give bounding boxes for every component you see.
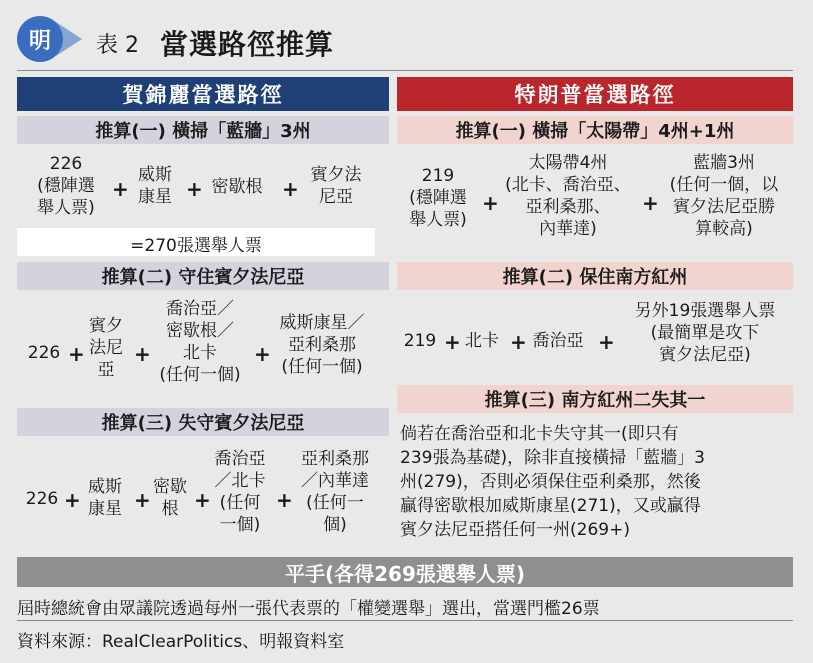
text-line: 賓夕法尼亞) bbox=[659, 345, 751, 365]
header-divider bbox=[17, 70, 793, 71]
text-line: 賓夕法尼亞搭任何一州(269+) bbox=[400, 520, 630, 540]
harris-s3-option-c bbox=[206, 448, 274, 536]
plus-icon: + bbox=[444, 330, 461, 354]
logo-arrow-icon bbox=[56, 22, 82, 56]
text-line: (最簡單是攻下 bbox=[650, 323, 760, 343]
text-line: (穩陣選 bbox=[409, 188, 467, 208]
table-number: 表 2 bbox=[96, 33, 139, 58]
text-line: 亞 bbox=[97, 360, 115, 380]
trump-s2-base: 219 bbox=[403, 331, 437, 351]
text-line: ／內華達 bbox=[301, 471, 369, 491]
text-line: 舉人票) bbox=[37, 198, 95, 218]
text-line: 州(279)，否則必須保住亞利桑那，然後 bbox=[400, 472, 701, 492]
tie-note: 屆時總統會由眾議院透過每州一張代表票的「權變選舉」選出，當選門檻26票 bbox=[17, 599, 600, 619]
plus-icon: + bbox=[64, 488, 81, 512]
text-line: 威斯 bbox=[138, 165, 172, 185]
text-line: 北卡 bbox=[183, 343, 217, 363]
plus-icon: + bbox=[112, 177, 129, 201]
plus-icon: + bbox=[186, 177, 203, 201]
harris-s1-wisconsin bbox=[130, 164, 180, 208]
trump-s1-bluewall bbox=[656, 152, 792, 240]
text-line: 威斯 bbox=[88, 477, 122, 497]
text-line: 239張為基礎)，除非直接橫掃「藍牆」3 bbox=[400, 448, 705, 468]
text-line: 倘若在喬治亞和北卡失守其一(即只有 bbox=[400, 424, 679, 444]
text-line: 法尼 bbox=[89, 338, 123, 358]
harris-s3-michigan bbox=[148, 476, 192, 520]
plus-icon: + bbox=[134, 488, 151, 512]
text-line: 密歇 bbox=[153, 477, 187, 497]
trump-s2-north-carolina: 北卡 bbox=[465, 331, 499, 351]
plus-icon: + bbox=[276, 488, 293, 512]
harris-s2-base: 226 bbox=[27, 343, 61, 363]
footer-divider bbox=[17, 620, 793, 621]
harris-s1-michigan: 密歇根 bbox=[211, 177, 263, 197]
harris-s3-option-d bbox=[290, 448, 380, 536]
harris-s3-wisconsin bbox=[80, 476, 130, 520]
text-line: 康星 bbox=[88, 499, 122, 519]
text-line: 喬治亞／ bbox=[166, 299, 234, 319]
text-line: 賓夕法 bbox=[310, 165, 362, 185]
text-line: 226 bbox=[49, 154, 83, 174]
plus-icon: + bbox=[598, 330, 615, 354]
trump-s2-extra bbox=[620, 300, 790, 366]
text-line: 賓夕 bbox=[89, 316, 123, 336]
text-line: 太陽帶4州 bbox=[528, 153, 608, 173]
trump-header: 特朗普當選路徑 bbox=[397, 77, 793, 111]
harris-s1-sum: =270張選舉人票 bbox=[130, 236, 262, 256]
harris-s1-base bbox=[30, 153, 102, 219]
trump-scenario-3-title: 推算(三) 南方紅州二失其一 bbox=[397, 385, 793, 413]
tie-banner: 平手(各得269張選舉人票) bbox=[17, 557, 793, 587]
text-line: 贏得密歇根加威斯康星(271)，又或贏得 bbox=[400, 496, 701, 516]
text-line: 另外19張選舉人票 bbox=[634, 301, 776, 321]
source-line: 資料來源：RealClearPolitics、明報資料室 bbox=[17, 632, 345, 652]
plus-icon: + bbox=[68, 342, 85, 366]
plus-icon: + bbox=[642, 191, 659, 215]
text-line: 密歇根／ bbox=[166, 321, 234, 341]
page-title: 當選路徑推算 bbox=[160, 28, 335, 61]
text-line: 尼亞 bbox=[319, 187, 353, 207]
text-line: 藍牆3州 bbox=[693, 153, 755, 173]
text-line: (任何一個) bbox=[159, 365, 241, 385]
text-line: 威斯康星／ bbox=[279, 313, 365, 333]
text-line: 賓夕法尼亞勝 bbox=[673, 197, 775, 217]
trump-scenario-2-title: 推算(二) 保住南方紅州 bbox=[397, 262, 793, 290]
text-line: 喬治亞 bbox=[214, 449, 266, 469]
text-line: 亞利桑那、 bbox=[525, 197, 611, 217]
harris-s2-option-b bbox=[150, 298, 250, 386]
text-line: (任何 bbox=[219, 493, 261, 513]
trump-s3-body bbox=[400, 422, 792, 542]
text-line: 亞利桑那 bbox=[288, 335, 356, 355]
text-line: (北卡、喬治亞、 bbox=[505, 175, 631, 195]
text-line: 內華達) bbox=[539, 219, 597, 239]
plus-icon: + bbox=[134, 342, 151, 366]
logo-char: 明 bbox=[28, 28, 51, 54]
text-line: 根 bbox=[161, 499, 179, 519]
text-line: 舉人票) bbox=[409, 210, 467, 230]
text-line: 算較高) bbox=[695, 219, 753, 239]
harris-s1-pennsylvania bbox=[296, 164, 376, 208]
plus-icon: + bbox=[254, 342, 271, 366]
harris-scenario-2-title: 推算(二) 守住賓夕法尼亞 bbox=[17, 262, 389, 290]
harris-header: 賀錦麗當選路徑 bbox=[17, 77, 389, 111]
plus-icon: + bbox=[482, 191, 499, 215]
text-line: (任何一 bbox=[306, 493, 364, 513]
text-line: ／北卡 bbox=[214, 471, 266, 491]
harris-s3-base: 226 bbox=[25, 489, 59, 509]
text-line: 康星 bbox=[138, 187, 172, 207]
text-line: 一個) bbox=[219, 515, 261, 535]
plus-icon: + bbox=[282, 177, 299, 201]
plus-icon: + bbox=[510, 330, 527, 354]
trump-s2-georgia: 喬治亞 bbox=[532, 331, 584, 351]
harris-s2-option-c bbox=[266, 312, 378, 378]
trump-s1-base bbox=[400, 165, 476, 231]
text-line: (穩陣選 bbox=[37, 176, 95, 196]
text-line: (任何一個，以 bbox=[669, 175, 779, 195]
text-line: 個) bbox=[323, 515, 347, 535]
harris-scenario-1-title: 推算(一) 橫掃「藍牆」3州 bbox=[17, 116, 389, 144]
text-line: 亞利桑那 bbox=[301, 449, 369, 469]
trump-scenario-1-title: 推算(一) 橫掃「太陽帶」4州+1州 bbox=[397, 116, 793, 144]
trump-s1-sunbelt bbox=[496, 152, 640, 240]
text-line: 219 bbox=[421, 166, 455, 186]
harris-s2-pennsylvania bbox=[84, 315, 128, 381]
harris-scenario-3-title: 推算(三) 失守賓夕法尼亞 bbox=[17, 408, 389, 436]
text-line: (任何一個) bbox=[281, 357, 363, 377]
plus-icon: + bbox=[194, 488, 211, 512]
